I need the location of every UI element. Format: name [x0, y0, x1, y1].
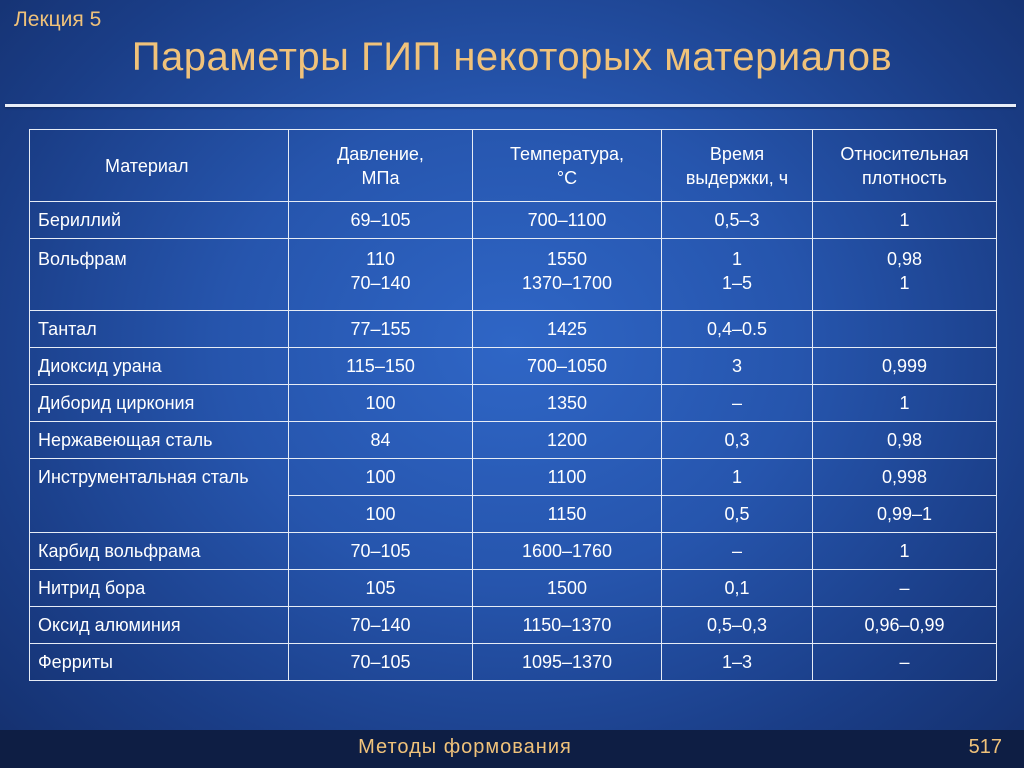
cell-temperature: 1200: [473, 422, 662, 459]
cell-material: Диборид циркония: [30, 385, 289, 422]
lecture-label: Лекция 5: [14, 8, 102, 31]
cell-density: 1: [813, 385, 997, 422]
cell-time: 0,5–0,3: [662, 607, 813, 644]
cell-material: Нержавеющая сталь: [30, 422, 289, 459]
cell-pressure: 70–105: [289, 533, 473, 570]
cell-time: 1: [662, 459, 813, 496]
cell-time: –: [662, 385, 813, 422]
materials-table: [29, 129, 997, 681]
cell-material: Нитрид бора: [30, 570, 289, 607]
header-material: Материал: [30, 130, 289, 202]
page-number: 517: [968, 736, 1002, 758]
cell-material: Оксид алюминия: [30, 607, 289, 644]
cell-temperature: 700–1100: [473, 202, 662, 239]
cell-density: 0,999: [813, 348, 997, 385]
cell-density: 0,998: [813, 459, 997, 496]
footer-course-title: Методы формования: [358, 736, 572, 758]
cell-material: Бериллий: [30, 202, 289, 239]
cell-pressure: 70–140: [289, 607, 473, 644]
table-row: [30, 533, 997, 570]
cell-pressure: 105: [289, 570, 473, 607]
table-row: [30, 459, 997, 496]
table-row: [30, 422, 997, 459]
cell-material: Вольфрам: [30, 239, 289, 311]
cell-time: 0,3: [662, 422, 813, 459]
cell-time: 0,1: [662, 570, 813, 607]
cell-temperature: 1095–1370: [473, 644, 662, 681]
cell-density: 1: [813, 533, 997, 570]
cell-pressure: 100: [289, 459, 473, 496]
cell-temperature: 1500: [473, 570, 662, 607]
cell-time: –: [662, 533, 813, 570]
cell-temperature: 1600–1760: [473, 533, 662, 570]
cell-material: Тантал: [30, 311, 289, 348]
cell-temperature: 1150: [473, 496, 662, 533]
cell-density: 0,98 1: [813, 239, 997, 311]
table-row: [30, 385, 997, 422]
cell-density: 0,99–1: [813, 496, 997, 533]
cell-material: Диоксид урана: [30, 348, 289, 385]
header-pressure: Давление, МПа: [289, 130, 473, 202]
cell-density: 1: [813, 202, 997, 239]
cell-density: 0,96–0,99: [813, 607, 997, 644]
cell-pressure: 115–150: [289, 348, 473, 385]
cell-density: [813, 311, 997, 348]
table-row: [30, 607, 997, 644]
table-row: [30, 644, 997, 681]
cell-time: 3: [662, 348, 813, 385]
slide-title: Параметры ГИП некоторых материалов: [131, 35, 893, 79]
cell-material: Инструментальная сталь: [30, 459, 289, 533]
cell-pressure: 110 70–140: [289, 239, 473, 311]
table-row: [30, 311, 997, 348]
cell-pressure: 100: [289, 385, 473, 422]
cell-temperature: 700–1050: [473, 348, 662, 385]
header-temperature: Температура, °С: [473, 130, 662, 202]
cell-time: 0,4–0.5: [662, 311, 813, 348]
cell-time: 1 1–5: [662, 239, 813, 311]
cell-density: –: [813, 644, 997, 681]
table-row: [30, 202, 997, 239]
cell-temperature: 1150–1370: [473, 607, 662, 644]
cell-temperature: 1350: [473, 385, 662, 422]
cell-time: 0,5–3: [662, 202, 813, 239]
cell-pressure: 100: [289, 496, 473, 533]
cell-density: 0,98: [813, 422, 997, 459]
cell-pressure: 77–155: [289, 311, 473, 348]
table-row: [30, 348, 997, 385]
cell-pressure: 84: [289, 422, 473, 459]
cell-temperature: 1550 1370–1700: [473, 239, 662, 311]
table-row: [30, 570, 997, 607]
cell-time: 0,5: [662, 496, 813, 533]
cell-time: 1–3: [662, 644, 813, 681]
title-divider: [5, 104, 1016, 107]
cell-density: –: [813, 570, 997, 607]
cell-pressure: 69–105: [289, 202, 473, 239]
cell-pressure: 70–105: [289, 644, 473, 681]
cell-temperature: 1100: [473, 459, 662, 496]
header-time: Время выдержки, ч: [662, 130, 813, 202]
table-row: [30, 239, 997, 311]
table-header-row: [30, 130, 997, 202]
cell-temperature: 1425: [473, 311, 662, 348]
cell-material: Ферриты: [30, 644, 289, 681]
cell-material: Карбид вольфрама: [30, 533, 289, 570]
header-density: Относительная плотность: [813, 130, 997, 202]
